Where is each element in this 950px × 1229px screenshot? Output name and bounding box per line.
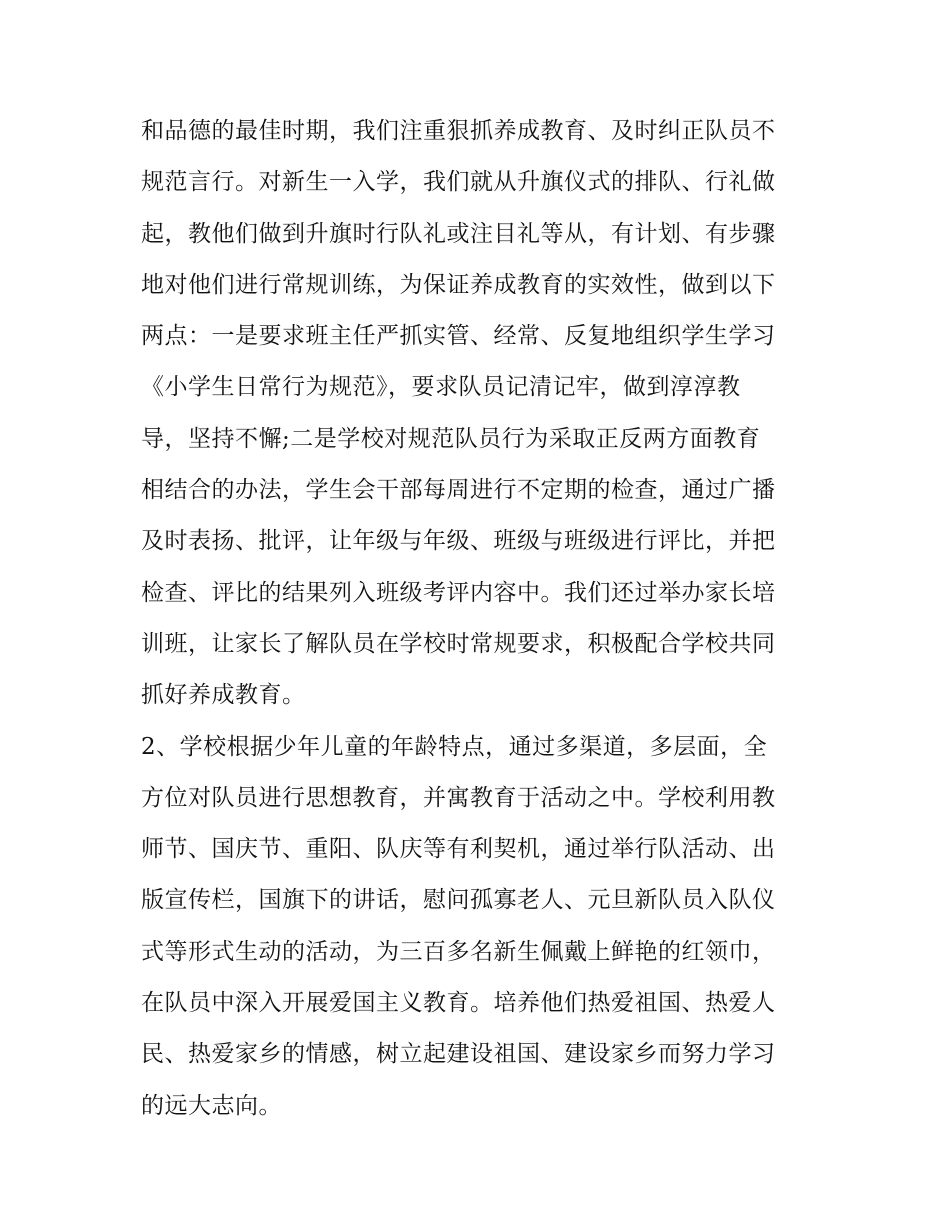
text-line: 的远大志向。 — [141, 1092, 282, 1119]
text-line: 《小学生日常行为规范》，要求队员记清记牢，做到淳淳教 — [141, 374, 741, 401]
text-line: 规范言行。对新生一入学，我们就从升旗仪式的排队、行礼做 — [141, 169, 776, 196]
text-line: 2、学校根据少年儿童的年龄特点，通过多渠道，多层面，全 — [141, 733, 768, 760]
text-line: 在队员中深入开展爱国主义教育。培养他们热爱祖国、热爱人 — [141, 990, 776, 1017]
text-line: 检查、评比的结果列入班级考评内容中。我们还过举办家长培 — [141, 579, 776, 606]
text-line: 版宣传栏，国旗下的讲话，慰问孤寡老人、元旦新队员入队仪 — [141, 887, 776, 914]
text-line: 地对他们进行常规训练，为保证养成教育的实效性，做到以下 — [141, 271, 776, 298]
text-line: 起，教他们做到升旗时行队礼或注目礼等从，有计划、有步骤 — [141, 220, 776, 247]
text-line: 相结合的办法，学生会干部每周进行不定期的检查，通过广播 — [141, 477, 776, 504]
text-line: 抓好养成教育。 — [141, 682, 306, 709]
body-text — [141, 106, 821, 1132]
text-line: 训班，让家长了解队员在学校时常规要求，积极配合学校共同 — [141, 630, 776, 657]
text-line: 式等形式生动的活动，为三百多名新生佩戴上鲜艳的红领巾， — [141, 938, 776, 965]
text-line: 两点：一是要求班主任严抓实管、经常、反复地组织学生学习 — [141, 323, 776, 350]
text-line: 及时表扬、批评，让年级与年级、班级与班级进行评比，并把 — [141, 528, 776, 555]
text-line: 民、热爱家乡的情感，树立起建设祖国、建设家乡而努力学习 — [141, 1041, 776, 1068]
text-line: 方位对队员进行思想教育，并寓教育于活动之中。学校利用教 — [141, 784, 776, 811]
text-line: 导，坚持不懈;二是学校对规范队员行为采取正反两方面教育 — [141, 425, 761, 452]
text-line: 师节、国庆节、重阳、队庆等有利契机，通过举行队活动、出 — [141, 836, 776, 863]
text-line: 和品德的最佳时期，我们注重狠抓养成教育、及时纠正队员不 — [141, 118, 776, 144]
